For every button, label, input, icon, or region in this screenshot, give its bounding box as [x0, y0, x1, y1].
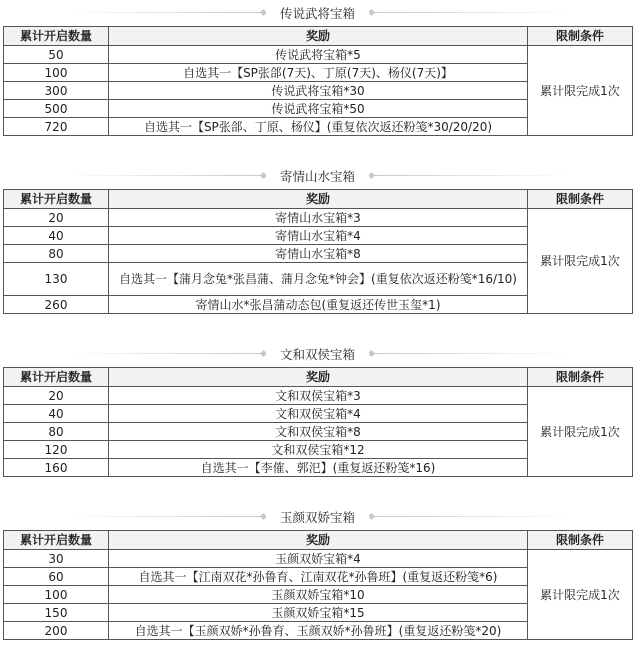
reward-cell: 寄情山水*张昌蒲动态包(重复返还传世玉玺*1) — [109, 296, 528, 314]
reward-table-wenhe-chest — [3, 367, 633, 477]
count-cell: 260 — [4, 296, 109, 314]
table-row — [4, 550, 633, 568]
table-header-row — [4, 190, 633, 209]
header-reward: 奖励 — [109, 27, 528, 46]
header-count: 累计开启数量 — [4, 531, 109, 550]
section-title-text: 文和双侯宝箱 — [266, 345, 369, 363]
reward-cell: 文和双侯宝箱*4 — [109, 405, 528, 423]
reward-cell: 玉颜双娇宝箱*15 — [109, 604, 528, 622]
reward-cell: 传说武将宝箱*30 — [109, 82, 528, 100]
title-divider-right — [372, 12, 572, 13]
count-cell: 40 — [4, 227, 109, 245]
count-cell: 200 — [4, 622, 109, 640]
reward-cell: 寄情山水宝箱*8 — [109, 245, 528, 263]
reward-cell: 寄情山水宝箱*4 — [109, 227, 528, 245]
table-row — [4, 46, 633, 64]
header-count: 累计开启数量 — [4, 27, 109, 46]
table-row — [4, 387, 633, 405]
limit-cell: 累计限完成1次 — [528, 46, 633, 136]
reward-cell: 玉颜双娇宝箱*4 — [109, 550, 528, 568]
reward-cell: 自选其一【SP张郃(7天)、丁原(7天)、杨仪(7天)】 — [109, 64, 528, 82]
section-title-landscape-chest — [3, 163, 632, 189]
table-header-row — [4, 368, 633, 387]
header-limit: 限制条件 — [528, 368, 633, 387]
count-cell: 20 — [4, 387, 109, 405]
count-cell: 720 — [4, 118, 109, 136]
limit-cell: 累计限完成1次 — [528, 209, 633, 314]
title-divider-left — [63, 353, 263, 354]
reward-table-landscape-chest — [3, 189, 633, 314]
reward-table-jade-twins-chest — [3, 530, 633, 640]
count-cell: 130 — [4, 263, 109, 296]
count-cell: 60 — [4, 568, 109, 586]
section-title-legend-general-chest — [3, 0, 632, 26]
count-cell: 80 — [4, 245, 109, 263]
title-divider-right — [372, 175, 572, 176]
count-cell: 40 — [4, 405, 109, 423]
reward-cell: 文和双侯宝箱*3 — [109, 387, 528, 405]
header-count: 累计开启数量 — [4, 190, 109, 209]
count-cell: 20 — [4, 209, 109, 227]
header-limit: 限制条件 — [528, 27, 633, 46]
header-reward: 奖励 — [109, 190, 528, 209]
count-cell: 500 — [4, 100, 109, 118]
count-cell: 100 — [4, 586, 109, 604]
header-limit: 限制条件 — [528, 190, 633, 209]
title-divider-left — [63, 175, 263, 176]
title-divider-right — [372, 516, 572, 517]
reward-cell: 自选其一【玉颜双娇*孙鲁育、玉颜双娇*孙鲁班】(重复返还粉笺*20) — [109, 622, 528, 640]
reward-cell: 传说武将宝箱*50 — [109, 100, 528, 118]
count-cell: 300 — [4, 82, 109, 100]
limit-cell: 累计限完成1次 — [528, 387, 633, 477]
count-cell: 50 — [4, 46, 109, 64]
title-divider-left — [63, 516, 263, 517]
table-row — [4, 209, 633, 227]
header-reward: 奖励 — [109, 368, 528, 387]
reward-cell: 自选其一【江南双花*孙鲁育、江南双花*孙鲁班】(重复返还粉笺*6) — [109, 568, 528, 586]
count-cell: 150 — [4, 604, 109, 622]
reward-cell: 玉颜双娇宝箱*10 — [109, 586, 528, 604]
limit-cell: 累计限完成1次 — [528, 550, 633, 640]
count-cell: 100 — [4, 64, 109, 82]
reward-cell: 文和双侯宝箱*12 — [109, 441, 528, 459]
reward-cell: 自选其一【蒲月念兔*张昌蒲、蒲月念兔*钟会】(重复依次返还粉笺*16/10) — [109, 263, 528, 296]
title-divider-right — [372, 353, 572, 354]
section-title-jade-twins-chest — [3, 504, 632, 530]
reward-table-legend-general-chest — [3, 26, 633, 136]
section-title-text: 玉颜双娇宝箱 — [266, 508, 369, 526]
section-title-text: 传说武将宝箱 — [266, 4, 369, 22]
reward-cell: 寄情山水宝箱*3 — [109, 209, 528, 227]
reward-cell: 自选其一【李傕、郭汜】(重复返还粉笺*16) — [109, 459, 528, 477]
header-limit: 限制条件 — [528, 531, 633, 550]
title-divider-left — [63, 12, 263, 13]
count-cell: 80 — [4, 423, 109, 441]
count-cell: 120 — [4, 441, 109, 459]
section-title-text: 寄情山水宝箱 — [266, 167, 369, 185]
header-reward: 奖励 — [109, 531, 528, 550]
section-title-wenhe-chest — [3, 341, 632, 367]
reward-cell: 传说武将宝箱*5 — [109, 46, 528, 64]
count-cell: 30 — [4, 550, 109, 568]
table-header-row — [4, 531, 633, 550]
count-cell: 160 — [4, 459, 109, 477]
reward-cell: 文和双侯宝箱*8 — [109, 423, 528, 441]
reward-cell: 自选其一【SP张郃、丁原、杨仪】(重复依次返还粉笺*30/20/20) — [109, 118, 528, 136]
header-count: 累计开启数量 — [4, 368, 109, 387]
table-header-row — [4, 27, 633, 46]
